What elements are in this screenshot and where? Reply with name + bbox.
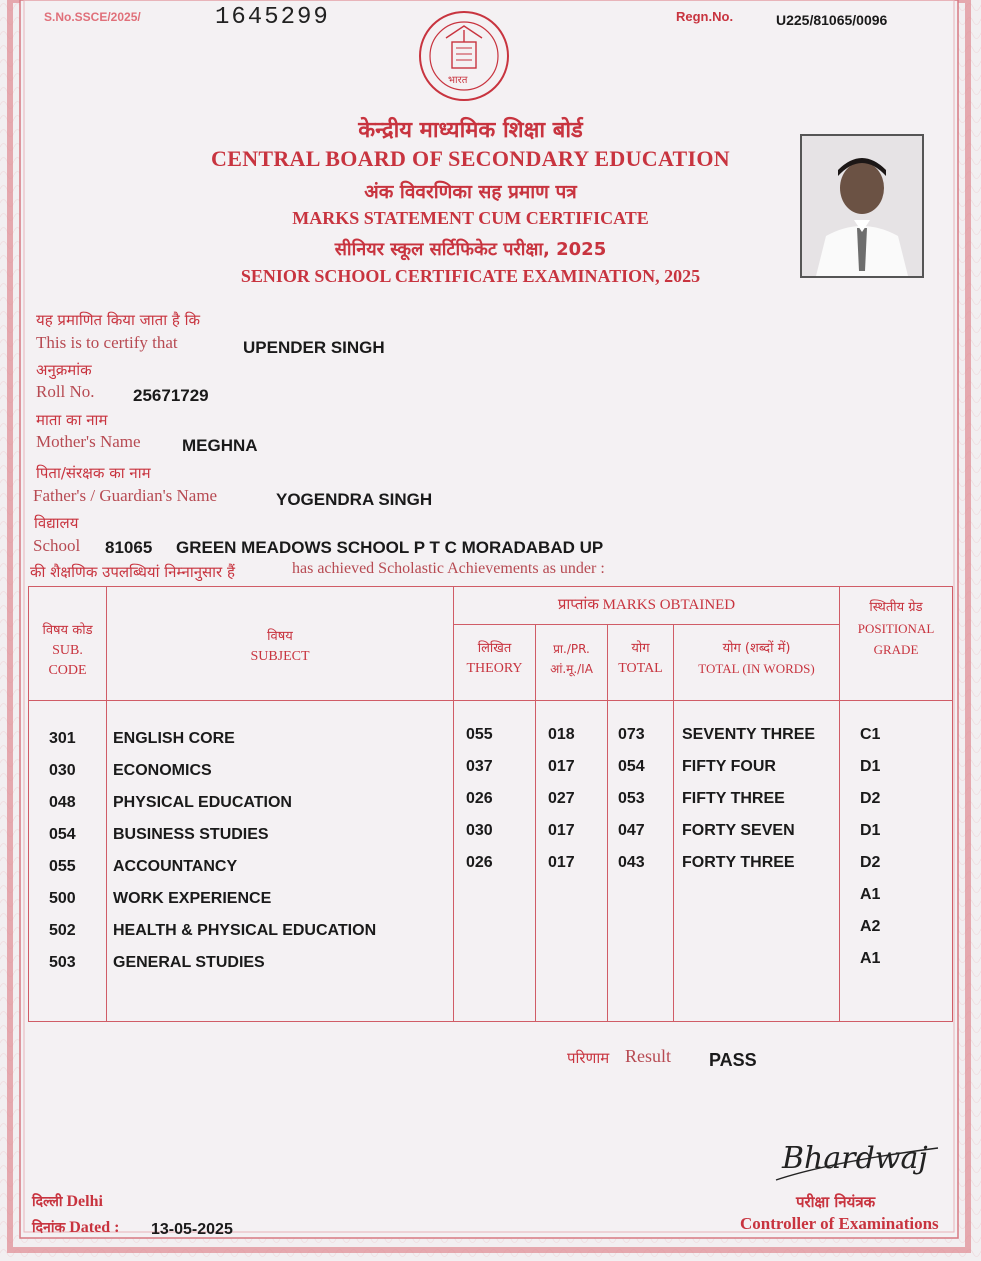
row-theory: 037 bbox=[466, 758, 493, 775]
row-theory: 026 bbox=[466, 854, 493, 871]
row-grade: A1 bbox=[860, 950, 881, 967]
row-code: 030 bbox=[49, 762, 76, 779]
row-pr: 017 bbox=[548, 758, 575, 775]
header-grade-english-2: GRADE bbox=[873, 642, 919, 657]
practical-column bbox=[536, 701, 608, 1022]
student-name: UPENDER SINGH bbox=[243, 338, 385, 357]
row-pr bbox=[548, 943, 607, 975]
mother-name: MEGHNA bbox=[182, 436, 258, 455]
row-pr: 027 bbox=[548, 790, 575, 807]
row-words bbox=[682, 911, 839, 943]
row-grade: A2 bbox=[860, 918, 881, 935]
row-words bbox=[682, 879, 839, 911]
place-english: Delhi bbox=[66, 1193, 103, 1210]
row-total: 054 bbox=[618, 758, 645, 775]
dated-hindi: दिनांक bbox=[32, 1220, 66, 1236]
row-grade: D1 bbox=[860, 758, 881, 775]
school-code: 81065 bbox=[105, 538, 153, 557]
controller-hindi: परीक्षा नियंत्रक bbox=[796, 1193, 876, 1211]
row-grade: C1 bbox=[860, 726, 881, 743]
header-theory-hindi: लिखित bbox=[477, 641, 512, 656]
header-total-english: TOTAL bbox=[618, 661, 663, 676]
cbse-emblem-icon bbox=[416, 8, 512, 108]
header-practical-english: आं.मू./IA bbox=[550, 662, 593, 676]
total-column bbox=[608, 701, 674, 1022]
certify-label-hindi: यह प्रमाणित किया जाता है कि bbox=[36, 311, 200, 329]
subjects-column bbox=[107, 701, 454, 1022]
header-grade-english-1: POSITIONAL bbox=[857, 621, 935, 636]
row-total bbox=[618, 943, 673, 975]
header-total-words bbox=[674, 625, 840, 701]
roll-number: 25671729 bbox=[133, 386, 209, 405]
row-words: FORTY THREE bbox=[682, 854, 795, 871]
header-practical-hindi: प्रा./PR. bbox=[553, 642, 590, 656]
theory-column bbox=[454, 701, 536, 1022]
row-theory: 030 bbox=[466, 822, 493, 839]
header-subject bbox=[107, 587, 454, 701]
father-label-english: Father's / Guardian's Name bbox=[33, 486, 218, 505]
row-total: 053 bbox=[618, 790, 645, 807]
row-subject: ECONOMICS bbox=[113, 762, 212, 779]
row-grade: A1 bbox=[860, 886, 881, 903]
row-code: 301 bbox=[49, 730, 76, 747]
row-code: 055 bbox=[49, 858, 76, 875]
regn-label: Regn.No. bbox=[676, 9, 734, 24]
exam-title-hindi: सीनियर स्कूल सर्टिफिकेट परीक्षा, 2025 bbox=[334, 239, 607, 260]
row-subject: ENGLISH CORE bbox=[113, 730, 235, 747]
row-subject: WORK EXPERIENCE bbox=[113, 890, 272, 907]
row-words: FIFTY THREE bbox=[682, 790, 785, 807]
school-name: GREEN MEADOWS SCHOOL P T C MORADABAD UP bbox=[176, 538, 604, 557]
father-name: YOGENDRA SINGH bbox=[276, 490, 433, 509]
achievement-label-hindi: की शैक्षणिक उपलब्धियां निम्नानुसार हैं bbox=[30, 563, 235, 581]
result-label-hindi: परिणाम bbox=[567, 1049, 610, 1067]
row-grade: D2 bbox=[860, 790, 881, 807]
row-subject: HEALTH & PHYSICAL EDUCATION bbox=[113, 922, 377, 939]
header-practical bbox=[536, 625, 608, 701]
words-column bbox=[674, 701, 840, 1022]
place-label bbox=[32, 1192, 103, 1211]
header-theory-english: THEORY bbox=[466, 661, 523, 676]
grades-column bbox=[840, 701, 953, 1022]
row-subject: PHYSICAL EDUCATION bbox=[113, 794, 292, 811]
marks-table bbox=[28, 586, 953, 1022]
row-total: 073 bbox=[618, 726, 645, 743]
exam-title-english: SENIOR SCHOOL CERTIFICATE EXAMINATION, 2025 bbox=[240, 266, 701, 286]
row-total: 043 bbox=[618, 854, 645, 871]
student-portrait-icon bbox=[802, 136, 922, 276]
serial-label: S.No.SSCE/2025/ bbox=[44, 10, 141, 24]
header-words-english: TOTAL (IN WORDS) bbox=[698, 661, 815, 676]
row-pr: 018 bbox=[548, 726, 575, 743]
row-theory: 055 bbox=[466, 726, 493, 743]
row-grade: D2 bbox=[860, 854, 881, 871]
header-marks-obtained bbox=[454, 587, 840, 625]
row-total bbox=[618, 879, 673, 911]
header-grade-hindi: स्थितीय ग्रेड bbox=[869, 600, 923, 615]
mother-label-hindi: माता का नाम bbox=[36, 411, 108, 429]
header-theory bbox=[454, 625, 536, 701]
row-pr: 017 bbox=[548, 822, 575, 839]
row-code: 054 bbox=[49, 826, 76, 843]
row-words: SEVENTY THREE bbox=[682, 726, 816, 743]
serial-number: 1645299 bbox=[215, 4, 330, 31]
roll-label-hindi: अनुक्रमांक bbox=[36, 361, 92, 379]
row-subject: ACCOUNTANCY bbox=[113, 858, 238, 875]
place-hindi: दिल्ली bbox=[32, 1194, 63, 1210]
row-theory bbox=[466, 879, 535, 911]
dated-label bbox=[32, 1218, 119, 1237]
school-label-hindi: विद्यालय bbox=[34, 514, 79, 532]
header-total-hindi: योग bbox=[631, 641, 650, 656]
row-code: 500 bbox=[49, 890, 76, 907]
row-words bbox=[682, 943, 839, 975]
row-total bbox=[618, 911, 673, 943]
header-grade bbox=[840, 587, 953, 701]
controller-signature bbox=[770, 1118, 950, 1198]
row-code: 048 bbox=[49, 794, 76, 811]
header-total bbox=[608, 625, 674, 701]
result-label-english: Result bbox=[625, 1046, 672, 1066]
father-label-hindi: पिता/संरक्षक का नाम bbox=[36, 464, 151, 482]
board-name-english: CENTRAL BOARD OF SECONDARY EDUCATION bbox=[211, 146, 730, 171]
row-pr bbox=[548, 879, 607, 911]
issue-date: 13-05-2025 bbox=[151, 1221, 233, 1238]
row-theory: 026 bbox=[466, 790, 493, 807]
controller-english: Controller of Examinations bbox=[740, 1214, 939, 1233]
header-code-english-2: CODE bbox=[48, 663, 87, 678]
row-theory bbox=[466, 943, 535, 975]
header-marks-label: प्राप्तांक MARKS OBTAINED bbox=[557, 597, 736, 613]
row-grade: D1 bbox=[860, 822, 881, 839]
certify-label-english: This is to certify that bbox=[36, 333, 178, 352]
signature-text: Bhardwaj bbox=[782, 1141, 928, 1176]
dated-english: Dated : bbox=[69, 1219, 120, 1236]
row-subject: GENERAL STUDIES bbox=[113, 954, 265, 971]
school-label-english: School bbox=[33, 536, 81, 555]
board-name-hindi: केन्द्रीय माध्यमिक शिक्षा बोर्ड bbox=[358, 118, 583, 143]
header-subject-hindi: विषय bbox=[267, 629, 293, 644]
document-title-hindi: अंक विवरणिका सह प्रमाण पत्र bbox=[364, 181, 577, 203]
header-code-english-1: SUB. bbox=[52, 643, 83, 658]
header-words-hindi: योग (शब्दों में) bbox=[722, 641, 791, 656]
roll-label-english: Roll No. bbox=[36, 382, 95, 401]
row-theory bbox=[466, 911, 535, 943]
row-pr: 017 bbox=[548, 854, 575, 871]
mother-label-english: Mother's Name bbox=[36, 432, 141, 451]
row-pr bbox=[548, 911, 607, 943]
achievement-label-english: has achieved Scholastic Achievements as under : bbox=[292, 560, 605, 577]
row-words: FIFTY FOUR bbox=[682, 758, 776, 775]
row-code: 502 bbox=[49, 922, 76, 939]
header-sub-code bbox=[29, 587, 107, 701]
row-total: 047 bbox=[618, 822, 645, 839]
row-words: FORTY SEVEN bbox=[682, 822, 795, 839]
student-photo bbox=[800, 134, 924, 278]
row-code: 503 bbox=[49, 954, 76, 971]
header-code-hindi: विषय कोड bbox=[42, 623, 93, 638]
emblem-word: भारत bbox=[448, 75, 468, 86]
row-subject: BUSINESS STUDIES bbox=[113, 826, 269, 843]
result-value: PASS bbox=[709, 1050, 757, 1070]
document-title-english: MARKS STATEMENT CUM CERTIFICATE bbox=[292, 208, 649, 228]
codes-column bbox=[29, 701, 107, 1022]
header-subject-english: SUBJECT bbox=[250, 649, 310, 664]
regn-number: U225/81065/0096 bbox=[776, 12, 888, 28]
